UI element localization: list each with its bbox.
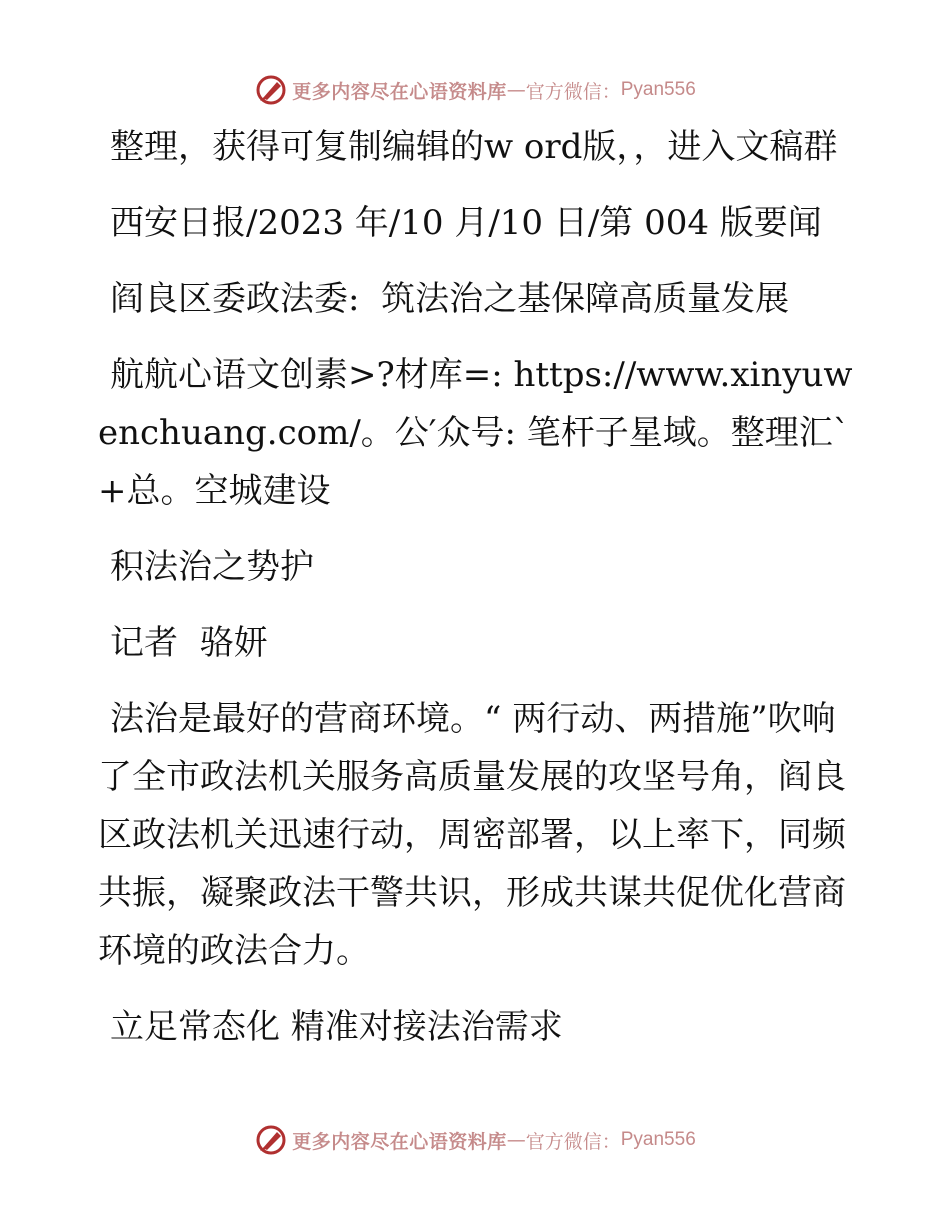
- banner-separator: —: [506, 79, 526, 101]
- doc-byline: 记者 骆妍: [110, 623, 268, 663]
- banner-wechat-label: 官方微信：: [525, 80, 621, 103]
- doc-headline: 阎良区委政法委: 筑法治之基保障高质量发展: [110, 279, 790, 319]
- banner-wechat-id: Pyan556: [620, 1129, 696, 1150]
- banner-wechat-id: Pyan556: [620, 79, 696, 100]
- banner-brand-text: 更多内容尽在心语资料库: [292, 80, 507, 103]
- banner-brand-text: 更多内容尽在心语资料库: [292, 1130, 507, 1153]
- doc-paragraph-intro: 整理，获得可复制编辑的w ord版，，进入文稿群: [110, 127, 838, 167]
- banner-separator: —: [506, 1129, 526, 1151]
- doc-subheadline: 积法治之势护: [110, 547, 314, 587]
- pen-logo-icon: [254, 1123, 288, 1157]
- doc-paragraph-source: 西安日报/2023 年/10 月/10 日/第 004 版要闻: [110, 203, 822, 243]
- banner-wechat-label: 官方微信：: [525, 1130, 621, 1153]
- pen-logo-icon: [254, 73, 288, 107]
- footer-watermark-banner: [0, 1120, 950, 1160]
- doc-paragraph-body: 法治是最好的营商环境。“ 两行动、两措施”吹响了全市政法机关服务高质量发展的攻坚号角，阎良区政法机关迅速行动，周密部署，以上率下，同频共振，凝聚政法干警共识，形成共谋共促优化营商环境的政法合力。: [98, 699, 846, 971]
- document-body: [98, 118, 858, 1074]
- header-watermark-banner: [0, 70, 950, 110]
- doc-section-heading: 立足常态化 精准对接法治需求: [110, 1007, 563, 1047]
- doc-paragraph-promo: 航航心语文创素>?材库=: https://www.xinyuwenchuang.com/。公′众号: 笔杆子星域。整理汇`+总。空城建设: [98, 355, 853, 511]
